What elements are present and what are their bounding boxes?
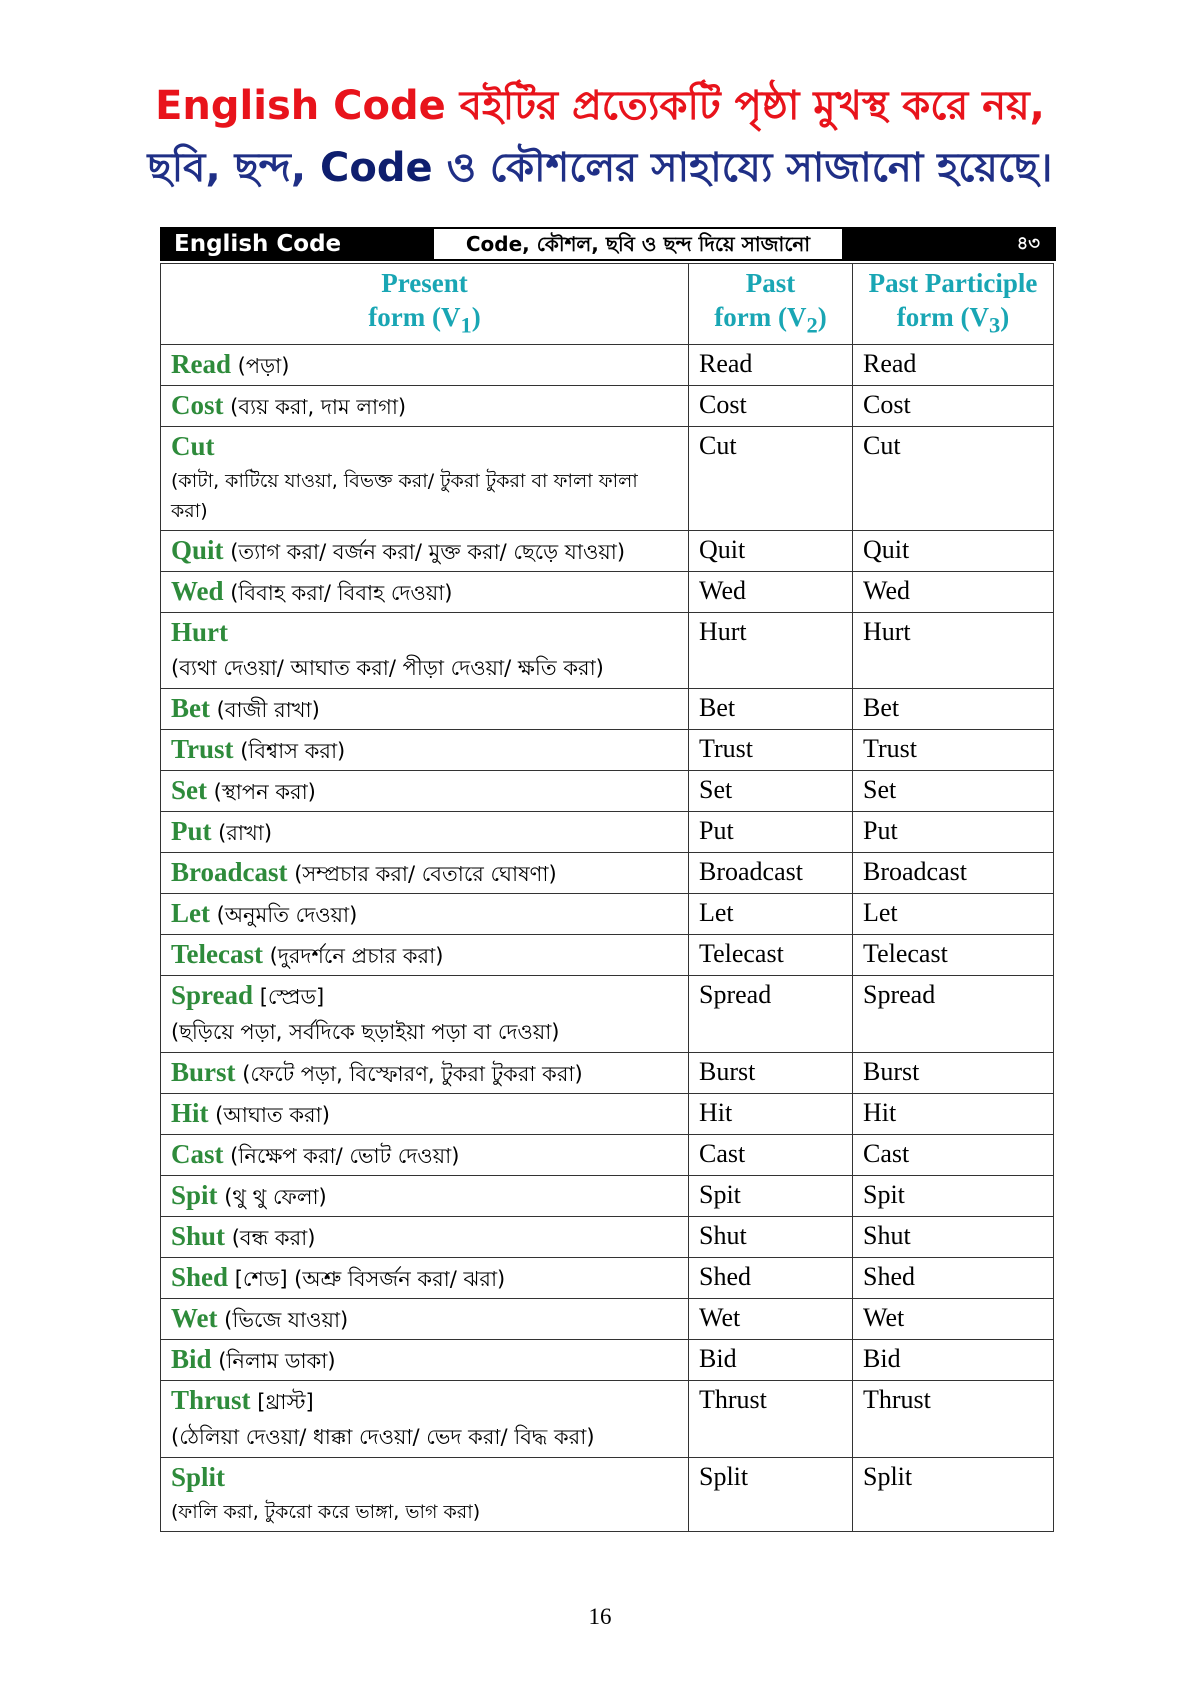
header-page-number: ৪৩ [842,229,1054,259]
verb-meaning-detail: (ফালি করা, টুকরো করে ভাঙ্গা, ভাগ করা) [171,1501,481,1524]
banner-bengali-text: বইটির প্রত্যেকটি পৃষ্ঠা মুখস্থ করে নয়, [445,83,1045,129]
verb-meaning: (আঘাত করা) [208,1103,330,1128]
header-book-title: English Code [162,229,434,259]
past-form-cell: Let [689,894,853,935]
present-form-cell [161,730,689,771]
verb-word: Thrust [171,1385,251,1416]
verb-meaning: (নিক্ষেপ করা/ ভোট দেওয়া) [223,1144,460,1169]
header-present-form: Present form $(V_1)$ [161,264,689,345]
present-form-cell [161,572,689,613]
past-participle-cell: Hurt [853,613,1054,689]
present-form-cell [161,1135,689,1176]
present-form-cell [161,1094,689,1135]
verb-meaning: (বিশ্বাস করা) [233,739,346,764]
verb-meaning: (নিলাম ডাকা) [211,1349,336,1374]
banner-line-1 [0,78,1200,134]
past-form-cell: Hit [689,1094,853,1135]
banner-english-code: English Code [155,83,446,129]
verb-meaning: (রাখা) [211,821,273,846]
present-form-cell [161,935,689,976]
table-row [161,935,1054,976]
past-form-cell: Telecast [689,935,853,976]
past-form-cell: Read [689,345,853,386]
present-form-cell [161,1299,689,1340]
table-row [161,853,1054,894]
past-participle-cell: Trust [853,730,1054,771]
verb-word: Spread [171,980,254,1011]
verb-meaning: (অনুমতি দেওয়া) [209,903,358,928]
past-participle-cell: Bet [853,689,1054,730]
present-form-cell [161,1176,689,1217]
table-row [161,689,1054,730]
past-participle-cell: Burst [853,1053,1054,1094]
table-row [161,1217,1054,1258]
verb-meaning: (দুরদর্শনে প্রচার করা) [262,944,444,969]
verb-word: Put [171,816,212,847]
past-form-cell: Shut [689,1217,853,1258]
present-form-cell [161,1217,689,1258]
header-past-form: Past form $(V_2)$ [689,264,853,345]
verb-meaning-detail: (কাটা, কাটিয়ে যাওয়া, বিভক্ত করা/ টুকরা টুকরা বা ফালা ফালা করা) [171,470,638,523]
table-row [161,1053,1054,1094]
past-participle-cell: Split [853,1458,1054,1532]
verb-forms-table [160,263,1054,1532]
verb-word: Set [171,775,207,806]
table-row [161,1458,1054,1532]
past-form-cell: Wed [689,572,853,613]
past-participle-cell: Quit [853,531,1054,572]
past-participle-cell: Cost [853,386,1054,427]
banner-code-word: Code [320,145,433,191]
past-participle-cell: Wed [853,572,1054,613]
present-form-cell [161,894,689,935]
table-row [161,613,1054,689]
past-form-cell: Spit [689,1176,853,1217]
past-participle-cell: Broadcast [853,853,1054,894]
verb-word: Read [171,349,231,380]
header-subtitle: Code, কৌশল, ছবি ও ছন্দ দিয়ে সাজানো [434,229,842,259]
present-form-cell [161,853,689,894]
banner-line2-part-a: ছবি, ছন্দ, [147,145,321,191]
past-form-cell: Cost [689,386,853,427]
present-form-cell [161,427,689,531]
table-row [161,345,1054,386]
past-form-cell: Broadcast [689,853,853,894]
table-row [161,894,1054,935]
table-row [161,1258,1054,1299]
table-row [161,1135,1054,1176]
table-row [161,1094,1054,1135]
table-row [161,812,1054,853]
verb-word: Bet [171,693,210,724]
verb-word: Hit [171,1098,209,1129]
past-participle-cell: Thrust [853,1381,1054,1458]
present-form-cell [161,531,689,572]
verb-word: Telecast [171,939,263,970]
verb-word: Cost [171,390,224,421]
verb-meaning: (ব্যয় করা, দাম লাগা) [223,395,407,420]
past-participle-cell: Let [853,894,1054,935]
past-participle-cell: Telecast [853,935,1054,976]
table-row [161,1299,1054,1340]
past-form-cell: Cast [689,1135,853,1176]
present-form-cell [161,613,689,689]
present-form-cell [161,1258,689,1299]
table-row [161,386,1054,427]
past-form-cell: Trust [689,730,853,771]
verb-word: Cut [171,431,215,462]
verb-meaning: (ত্যাগ করা/ বর্জন করা/ মুক্ত করা/ ছেড়ে যাওয়া) [223,540,626,565]
present-form-cell [161,1381,689,1458]
page-number: 16 [588,1604,612,1629]
verb-word: Wed [171,576,224,607]
past-form-cell: Hurt [689,613,853,689]
banner-line2-part-b: ও কৌশলের সাহায্যে সাজানো হয়েছে। [432,145,1053,191]
past-participle-cell: Cast [853,1135,1054,1176]
present-form-cell [161,812,689,853]
banner-line-2 [0,140,1200,196]
past-participle-cell: Shed [853,1258,1054,1299]
verb-word: Shut [171,1221,226,1252]
past-participle-cell: Spit [853,1176,1054,1217]
verb-word: Cast [171,1139,224,1170]
table-row [161,531,1054,572]
verb-word: Bid [171,1344,212,1375]
past-form-cell: Burst [689,1053,853,1094]
verb-meaning: [থ্রাস্ট] [250,1390,314,1415]
table-row [161,427,1054,531]
verb-meaning: (স্থাপন করা) [207,780,316,805]
past-form-cell: Wet [689,1299,853,1340]
verb-meaning-detail: (ছড়িয়ে পড়া, সর্বদিকে ছড়াইয়া পড়া বা দেওয়া) [171,1020,560,1045]
verb-meaning-detail: (ব্যথা দেওয়া/ আঘাত করা/ পীড়া দেওয়া/ ক্ষতি করা) [171,656,604,681]
past-participle-cell: Wet [853,1299,1054,1340]
present-form-cell [161,976,689,1053]
table-row [161,1381,1054,1458]
table-row [161,1176,1054,1217]
header-past-participle-form: Past Participle form $(V_3)$ [853,264,1054,345]
present-form-cell [161,345,689,386]
verb-meaning: [শেড] (অশ্রু বিসর্জন করা/ ঝরা) [228,1267,506,1292]
present-form-cell [161,1340,689,1381]
verb-meaning: (পড়া) [231,354,290,379]
verb-word: Burst [171,1057,236,1088]
table-header-row [161,264,1054,345]
past-participle-cell: Put [853,812,1054,853]
past-form-cell: Set [689,771,853,812]
past-form-cell: Cut [689,427,853,531]
past-participle-cell: Hit [853,1094,1054,1135]
present-form-cell [161,386,689,427]
verb-meaning: [স্প্রেড] [253,985,325,1010]
verb-word: Let [171,898,210,929]
past-participle-cell: Spread [853,976,1054,1053]
verb-meaning: (থু থু ফেলা) [217,1185,327,1210]
past-form-cell: Split [689,1458,853,1532]
verb-meaning: (বাজী রাখা) [209,698,320,723]
verb-word: Split [171,1462,226,1493]
table-row [161,1340,1054,1381]
table-row [161,572,1054,613]
verb-word: Spit [171,1180,218,1211]
past-form-cell: Bet [689,689,853,730]
verb-word: Wet [171,1303,218,1334]
verb-word: Trust [171,734,234,765]
past-form-cell: Quit [689,531,853,572]
present-form-cell [161,1458,689,1532]
past-participle-cell: Set [853,771,1054,812]
verb-word: Hurt [171,617,228,648]
verb-meaning: (বিবাহ করা/ বিবাহ দেওয়া) [223,581,453,606]
past-form-cell: Thrust [689,1381,853,1458]
present-form-cell [161,771,689,812]
past-form-cell: Shed [689,1258,853,1299]
past-participle-cell: Read [853,345,1054,386]
verb-meaning: (ফেটে পড়া, বিস্ফোরণ, টুকরা টুকরা করা) [235,1062,583,1087]
past-form-cell: Bid [689,1340,853,1381]
present-form-cell [161,689,689,730]
past-participle-cell: Cut [853,427,1054,531]
table-row [161,771,1054,812]
page-header-bar [160,227,1056,261]
verb-word: Shed [171,1262,229,1293]
verb-meaning: (ভিজে যাওয়া) [217,1308,349,1333]
past-participle-cell: Bid [853,1340,1054,1381]
verb-meaning-detail: (ঠেলিয়া দেওয়া/ ধাক্কা দেওয়া/ ভেদ করা/ বিদ্ধ করা) [171,1425,595,1450]
verb-word: Quit [171,535,224,566]
verb-meaning: (বন্ধ করা) [225,1226,316,1251]
table-row [161,976,1054,1053]
present-form-cell [161,1053,689,1094]
verb-word: Broadcast [171,857,288,888]
past-form-cell: Spread [689,976,853,1053]
table-row [161,730,1054,771]
past-form-cell: Put [689,812,853,853]
past-participle-cell: Shut [853,1217,1054,1258]
verb-meaning: (সম্প্রচার করা/ বেতারে ঘোষণা) [287,862,557,887]
